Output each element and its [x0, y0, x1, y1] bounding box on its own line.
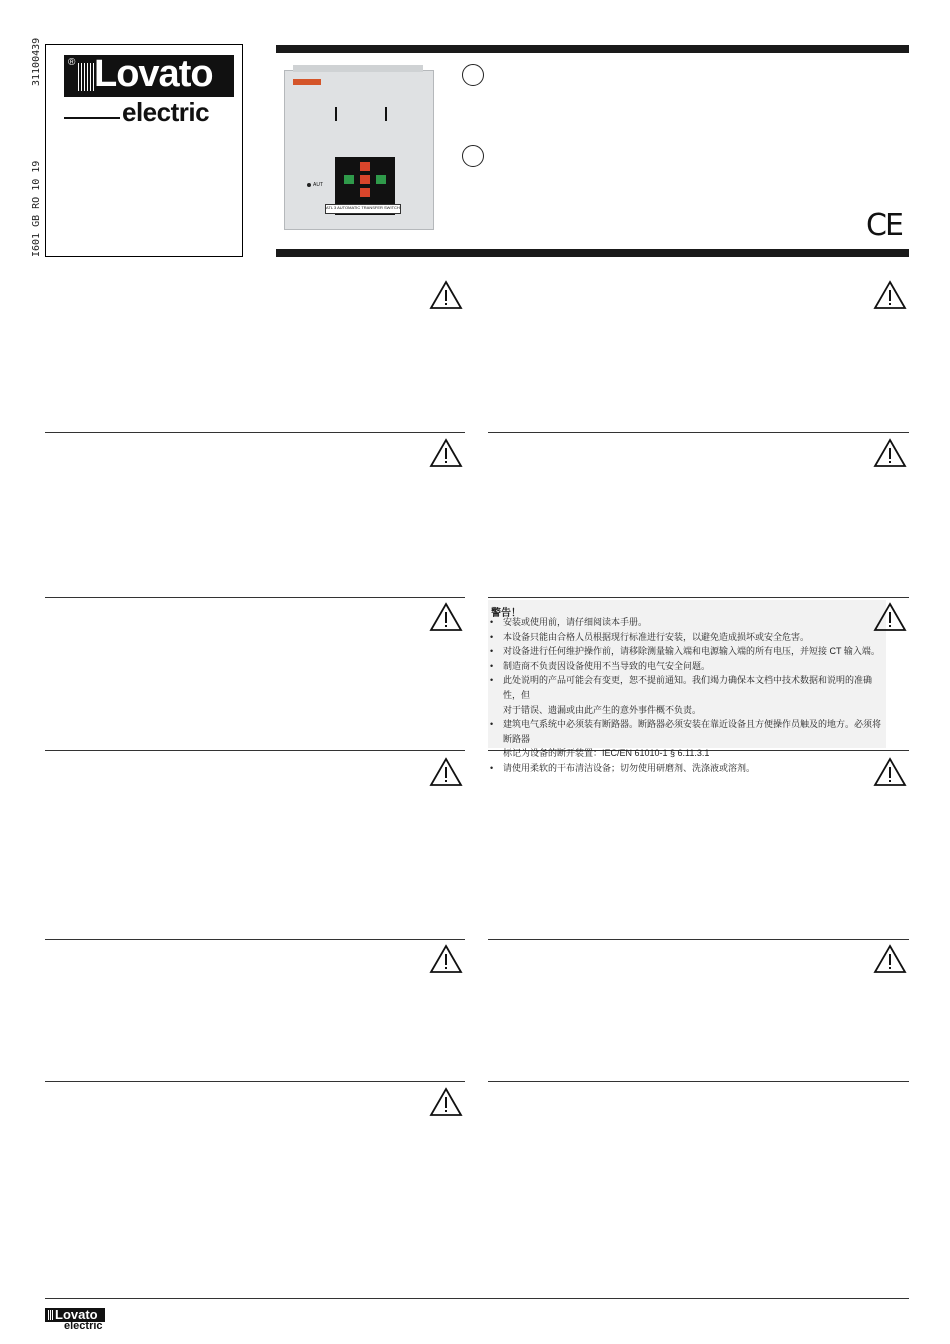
device-top-lip: [293, 65, 423, 72]
key-center: [360, 175, 370, 184]
warning-icon: [873, 602, 907, 632]
source1-arrow-icon: [335, 107, 337, 121]
device-led-label: AUT: [313, 182, 323, 188]
logo-underline: [64, 117, 120, 119]
footer-divider: [45, 1298, 909, 1299]
divider-right-2: [488, 597, 909, 598]
brand-name: Lovato: [94, 53, 213, 95]
warning-icon: [429, 280, 463, 310]
divider-right-5: [488, 1081, 909, 1082]
warning-icon: [873, 944, 907, 974]
divider-left-5: [45, 1081, 465, 1082]
revision-code: I601 GB RO 10 19: [31, 160, 42, 257]
product-photo: [284, 70, 434, 230]
warning-item: • 此处说明的产品可能会有变更，恕不提前通知。我们竭力确保本文档中技术数据和说明的准确性，但: [503, 673, 886, 702]
warning-list: [488, 615, 886, 776]
ce-mark: CE: [866, 208, 902, 243]
warning-icon: [429, 1087, 463, 1117]
header-bar-bottom: [276, 249, 909, 257]
warning-item: • 建筑电气系统中必须装有断路器。断路器必须安装在靠近设备且方便操作员触及的地方。必须将断路器: [503, 717, 886, 746]
brand-logo-box: [45, 44, 243, 257]
warning-icon: [873, 280, 907, 310]
footer-logo-stripes-icon: [48, 1310, 54, 1320]
divider-right-4: [488, 939, 909, 940]
warning-item-continued: 对于错误、遗漏或由此产生的意外事件概不负责。: [503, 704, 702, 715]
warning-icon: [429, 944, 463, 974]
source2-arrow-icon: [385, 107, 387, 121]
divider-left-1: [45, 432, 465, 433]
warning-item-continued: 标记为设备的断开装置：IEC/EN 61010-1 § 6.11.3.1: [503, 748, 710, 759]
warning-item: • 本设备只能由合格人员根据现行标准进行安装，以避免造成损坏或安全危害。: [503, 630, 886, 645]
warning-icon: [429, 757, 463, 787]
warning-icon: [873, 438, 907, 468]
language-marker-2: [462, 145, 484, 167]
warning-title: 警告！: [491, 608, 521, 619]
device-brand-badge: [293, 79, 321, 85]
warning-item: • 对设备进行任何维护操作前，请移除测量输入端和电源输入端的所有电压，并短接 CT 输入端。: [503, 644, 886, 659]
device-led-icon: [307, 183, 311, 187]
warning-item: • 请使用柔软的干布清洁设备；切勿使用研磨剂、洗涤液或溶剂。: [503, 761, 886, 776]
footer-brand-subtitle: electric: [64, 1320, 103, 1332]
language-marker-1: [462, 64, 484, 86]
logo-stripes-icon: [78, 63, 94, 91]
divider-left-4: [45, 939, 465, 940]
footer-brand-name: Lovato: [55, 1307, 98, 1322]
divider-right-1: [488, 432, 909, 433]
warning-item: • 安装或使用前，请仔细阅读本手册。: [503, 615, 886, 630]
document-code: 31100439: [31, 37, 42, 86]
divider-left-2: [45, 597, 465, 598]
divider-left-3: [45, 750, 465, 751]
warning-icon: [429, 438, 463, 468]
key-left: [344, 175, 354, 184]
registered-mark: ®: [68, 57, 76, 68]
key-top: [360, 162, 370, 171]
device-label: ATL 3 AUTOMATIC TRANSFER SWITCH: [325, 204, 401, 214]
chinese-warning-block: [488, 600, 886, 773]
warning-item: • 制造商不负责因设备使用不当导致的电气安全问题。: [503, 659, 886, 674]
lovato-logo: [64, 55, 234, 97]
brand-subtitle: electric: [122, 97, 210, 127]
warning-icon: [429, 602, 463, 632]
header-bar-top: [276, 45, 909, 53]
key-right: [376, 175, 386, 184]
key-bottom: [360, 188, 370, 197]
